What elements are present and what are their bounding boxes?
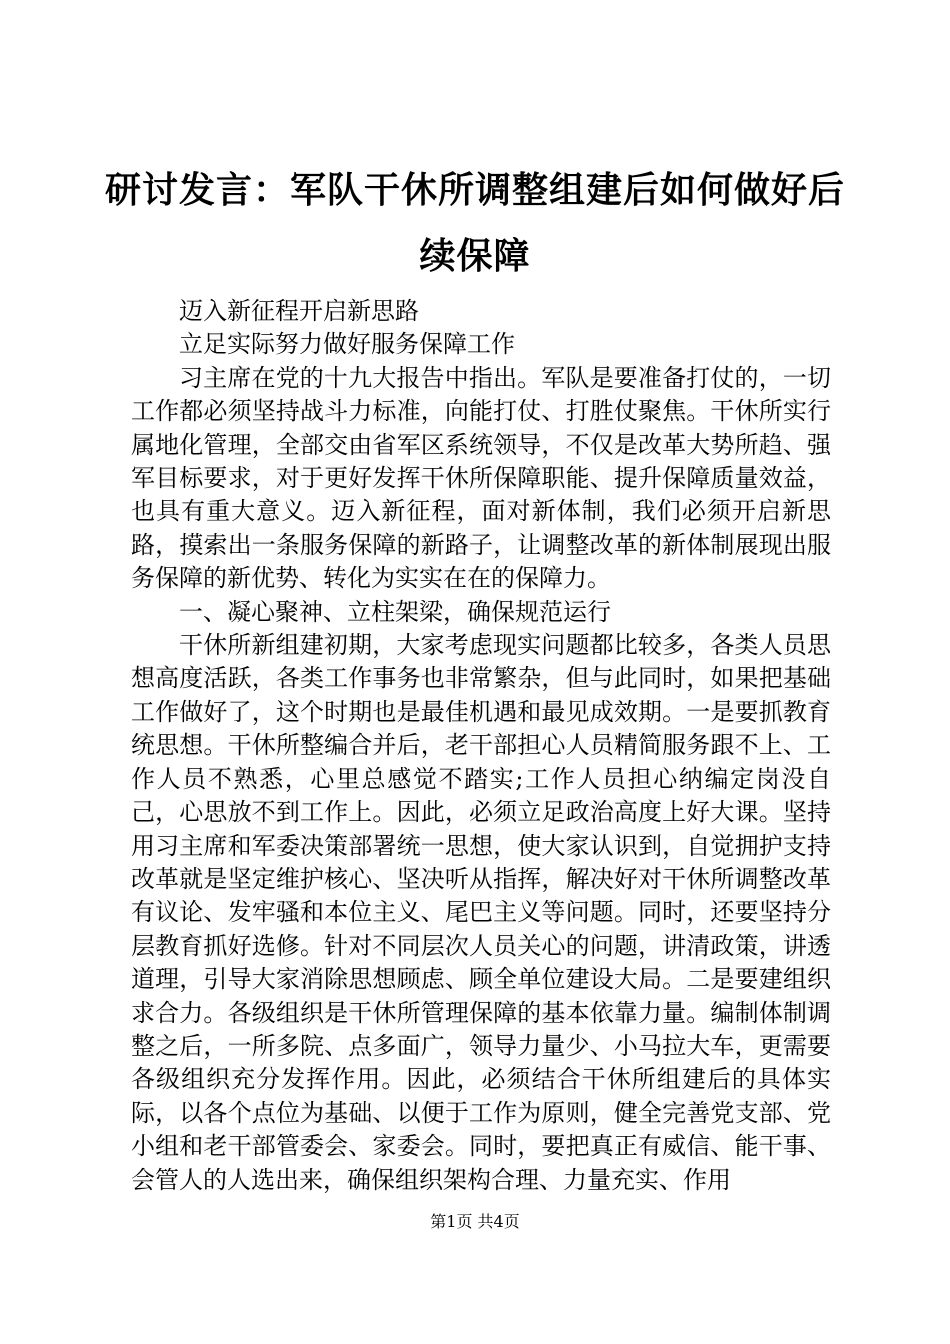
subtitle-line-2: 立足实际努力做好服务保障工作 [179,330,515,359]
body-paragraph-section-1: 干休所新组建初期，大家考虑现实问题都比较多，各类人员思想高度活跃，各类工作事务也非常繁杂，但与此同时，如果把基础工作做好了，这个时期也是最佳机遇和最见成效期。一是要抓教育统思想。干休所整编合并后，老干部担心人员精简服务跟不上、工作人员不熟悉，心里总感觉不踏实;工作人员担心纳编定岗没自己，心思放不到工作上。因此，必须立足政治高度上好大课。坚持用习主席和军委决策部署统一思想，使大家认识到，自觉拥护支持改革就是坚定维护核心、坚决听从指挥，解决好对干休所调整改革有议论、发牢骚和本位主义、尾巴主义等问题。同时，还要坚持分层教育抓好选修。针对不同层次人员关心的问题，讲清政策，讲透道理，引导大家消除思想顾虑、顾全单位建设大局。二是要建组织求合力。各级组织是干休所管理保障的基本依靠力量。编制体制调整之后，一所多院、点多面广，领导力量少、小马拉大车，更需要各级组织充分发挥作用。因此，必须结合干休所组建后的具体实际，以各个点位为基础、以便于工作为原则，健全完善党支部、党小组和老干部管委会、家委会。同时，要把真正有威信、能干事、会管人的人选出来，确保组织架构合理、力量充实、作用 [131,631,831,1194]
page-footer: 第1页 共4页 [430,1212,520,1231]
document-title: 研讨发言：军队干休所调整组建后如何做好后续保障 [104,170,845,277]
subtitle-line-1: 迈入新征程开启新思路 [179,297,419,325]
section-heading-1: 一、凝心聚神、立柱架梁，确保规范运行 [179,597,611,626]
document-body [131,295,831,1197]
body-paragraph-intro: 习主席在党的十九大报告中指出。军队是要准备打仗的，一切工作都必须坚持战斗力标准，向能打仗、打胜仗聚焦。干休所实行属地化管理，全部交由省军区系统领导，不仅是改革大势所趋、强军目标要求，对于更好发挥干休所保障职能、提升保障质量效益，也具有重大意义。迈入新征程，面对新体制，我们必须开启新思路，摸索出一条服务保障的新路子，让调整改革的新体制展现出服务保障的新优势、转化为实实在在的保障力。 [131,363,831,593]
